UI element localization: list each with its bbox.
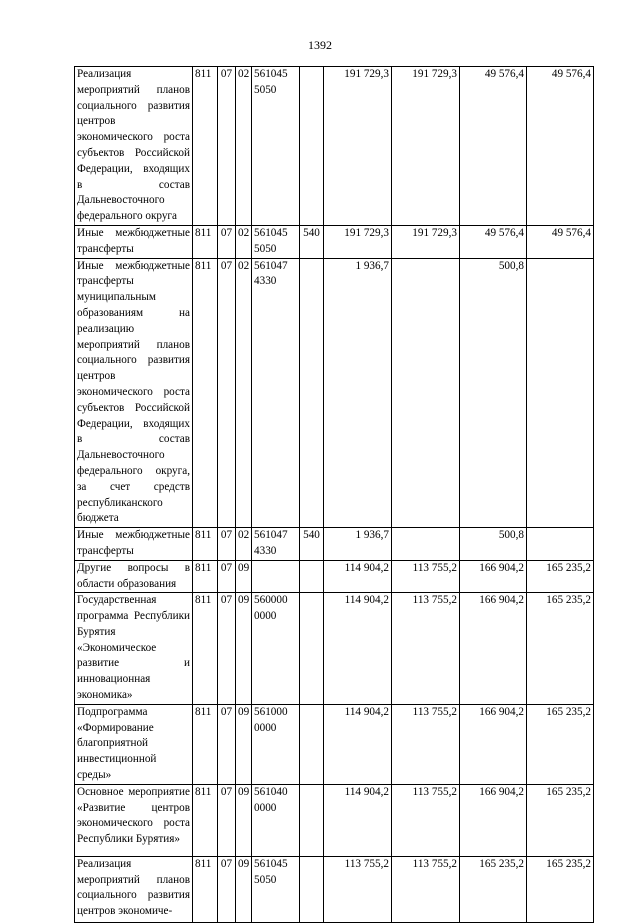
row-value-2: [392, 528, 460, 561]
row-code-subsection: 02: [236, 67, 252, 226]
row-code-section: 07: [218, 593, 236, 705]
row-expense-type: [300, 67, 324, 226]
row-value-1: 114 904,2: [324, 593, 392, 705]
row-target-article: 561000 0000: [252, 704, 300, 784]
row-code-admin: 811: [193, 67, 218, 226]
row-value-2: [392, 258, 460, 528]
row-target-article: 561045 5050: [252, 856, 300, 922]
row-name: Иные межбюджетные трансферты муниципальным образованиям на реализацию мероприятий планов социального развития центров экономического роста субъектов Российской Федерации, входящих в состав Дальневосточного федерального округа, за счет средств республиканского бюджета: [75, 258, 193, 528]
budget-table: [74, 66, 594, 923]
table-row: [75, 704, 594, 784]
row-code-subsection: 02: [236, 528, 252, 561]
row-value-3: 165 235,2: [460, 856, 527, 922]
table-row: [75, 784, 594, 856]
row-expense-type: [300, 784, 324, 856]
row-code-section: 07: [218, 67, 236, 226]
row-target-article: [252, 560, 300, 593]
row-value-4: [527, 528, 594, 561]
row-value-1: 114 904,2: [324, 784, 392, 856]
table-row: [75, 528, 594, 561]
table-row: [75, 258, 594, 528]
row-value-3: 166 904,2: [460, 593, 527, 705]
row-value-4: 165 235,2: [527, 856, 594, 922]
row-value-3: 500,8: [460, 528, 527, 561]
row-target-article: 561047 4330: [252, 528, 300, 561]
row-value-1: 191 729,3: [324, 225, 392, 258]
row-code-subsection: 09: [236, 784, 252, 856]
row-expense-type: [300, 258, 324, 528]
row-value-3: 49 576,4: [460, 225, 527, 258]
page-number: 1392: [308, 38, 332, 52]
row-expense-type: [300, 593, 324, 705]
row-code-admin: 811: [193, 528, 218, 561]
row-value-2: 191 729,3: [392, 225, 460, 258]
row-name: Иные межбюджетные трансферты: [75, 528, 193, 561]
row-target-article: 561040 0000: [252, 784, 300, 856]
row-name: Государственная программа Республики Бурятия «Экономическое развитие и инновационная экономика»: [75, 593, 193, 705]
row-target-article: 561045 5050: [252, 67, 300, 226]
row-code-section: 07: [218, 560, 236, 593]
row-expense-type: [300, 704, 324, 784]
row-target-article: 560000 0000: [252, 593, 300, 705]
row-code-subsection: 02: [236, 225, 252, 258]
row-value-1: 113 755,2: [324, 856, 392, 922]
row-value-3: 166 904,2: [460, 704, 527, 784]
row-value-4: 49 576,4: [527, 67, 594, 226]
row-expense-type: [300, 560, 324, 593]
table-row: [75, 593, 594, 705]
table-row: [75, 225, 594, 258]
row-value-2: 113 755,2: [392, 784, 460, 856]
row-name: Подпрограмма «Формирование благоприятной инвестиционной среды»: [75, 704, 193, 784]
row-name: Иные межбюджетные трансферты: [75, 225, 193, 258]
row-expense-type: [300, 856, 324, 922]
row-code-section: 07: [218, 784, 236, 856]
row-value-3: 166 904,2: [460, 560, 527, 593]
table-body: [75, 67, 594, 923]
row-value-4: 165 235,2: [527, 784, 594, 856]
row-code-admin: 811: [193, 560, 218, 593]
row-value-2: 191 729,3: [392, 67, 460, 226]
row-value-1: 1 936,7: [324, 528, 392, 561]
row-value-2: 113 755,2: [392, 560, 460, 593]
row-value-4: 165 235,2: [527, 560, 594, 593]
row-value-3: 49 576,4: [460, 67, 527, 226]
row-value-2: 113 755,2: [392, 704, 460, 784]
row-value-4: 165 235,2: [527, 704, 594, 784]
row-code-admin: 811: [193, 856, 218, 922]
row-value-1: 1 936,7: [324, 258, 392, 528]
row-code-subsection: 09: [236, 593, 252, 705]
table-row: [75, 67, 594, 226]
row-name: Реализация мероприятий планов социального развития центров экономического роста субъектов Российской Федерации, входящих в состав Дальневосточного федерального округа: [75, 67, 193, 226]
row-code-subsection: 09: [236, 856, 252, 922]
row-name: Реализация мероприятий планов социального развития центров экономиче-: [75, 856, 193, 922]
table-row: [75, 560, 594, 593]
row-code-admin: 811: [193, 704, 218, 784]
row-code-admin: 811: [193, 258, 218, 528]
row-value-2: 113 755,2: [392, 593, 460, 705]
row-target-article: 561047 4330: [252, 258, 300, 528]
row-code-subsection: 09: [236, 704, 252, 784]
row-name: Другие вопросы в области образования: [75, 560, 193, 593]
table-row: [75, 856, 594, 922]
row-code-section: 07: [218, 258, 236, 528]
row-value-1: 191 729,3: [324, 67, 392, 226]
row-value-2: 113 755,2: [392, 856, 460, 922]
row-target-article: 561045 5050: [252, 225, 300, 258]
row-expense-type: 540: [300, 528, 324, 561]
row-value-4: [527, 258, 594, 528]
row-name: Основное мероприятие «Развитие центров экономического роста Республики Бурятия»: [75, 784, 193, 856]
row-code-section: 07: [218, 856, 236, 922]
row-code-section: 07: [218, 704, 236, 784]
row-code-section: 07: [218, 225, 236, 258]
row-code-section: 07: [218, 528, 236, 561]
row-code-admin: 811: [193, 784, 218, 856]
row-expense-type: 540: [300, 225, 324, 258]
row-value-1: 114 904,2: [324, 704, 392, 784]
row-value-1: 114 904,2: [324, 560, 392, 593]
row-code-subsection: 02: [236, 258, 252, 528]
row-code-subsection: 09: [236, 560, 252, 593]
row-value-3: 166 904,2: [460, 784, 527, 856]
row-value-4: 49 576,4: [527, 225, 594, 258]
row-code-admin: 811: [193, 225, 218, 258]
row-code-admin: 811: [193, 593, 218, 705]
row-value-4: 165 235,2: [527, 593, 594, 705]
row-value-3: 500,8: [460, 258, 527, 528]
